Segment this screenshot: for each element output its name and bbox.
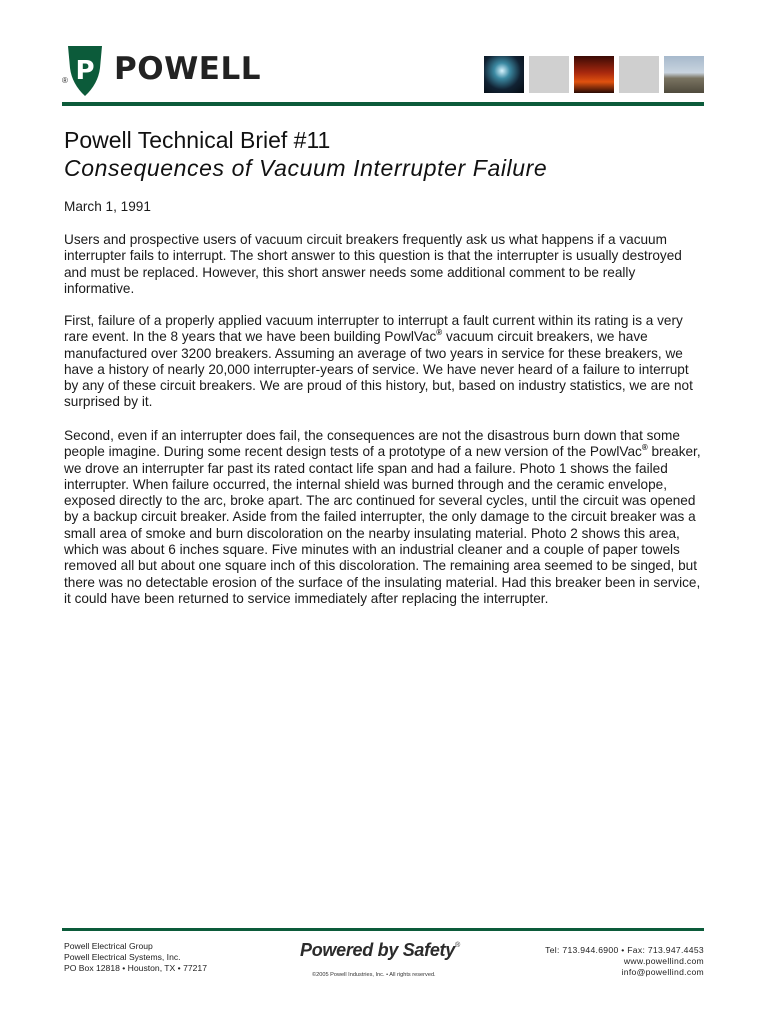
footer-email-link[interactable]: info@powellind.com	[621, 967, 704, 977]
document-date: March 1, 1991	[64, 199, 151, 214]
paragraph-3	[64, 428, 706, 607]
footer-rule	[62, 928, 704, 931]
powell-logo	[62, 46, 261, 98]
footer-contact	[545, 945, 704, 978]
paragraph-2-part-a: First, failure of a properly applied vacuum interrupter to interrupt a fault current within its rating is a very rare event. In the 8 years that we have been building PowlVac	[64, 313, 683, 345]
document-subtitle: Consequences of Vacuum Interrupter Failure	[64, 155, 548, 181]
header-rule	[62, 102, 704, 106]
powell-shield-icon	[66, 46, 104, 96]
blank-photo-1	[529, 56, 569, 93]
footer-address	[64, 941, 207, 974]
registered-mark: ®	[436, 328, 443, 338]
logo-letter: P	[75, 56, 95, 86]
registered-mark: ®	[641, 443, 648, 453]
logo-registered-mark: ®	[62, 76, 68, 85]
footer-tagline	[300, 940, 460, 961]
footer-company-name: Powell Electrical Systems, Inc.	[64, 952, 181, 962]
document-title: Powell Technical Brief #11	[64, 127, 331, 153]
footer-company-group: Powell Electrical Group	[64, 941, 153, 951]
paragraph-3-part-a: Second, even if an interrupter does fail, the consequences are not the disastrous burn down that some people imagine. During some recent design tests of a prototype of a new version of the PowlVac	[64, 428, 680, 460]
paragraph-2-part-b: vacuum circuit breakers, we have manufactured over 3200 breakers. Assuming an average of two years in service for these breakers, we have a history of nearly 20,000 interrupter-years of service. We have never heard of a failure to interrupt by any of these circuit breakers. We are proud of this history, but, based on industry statistics, we are not surprised by it.	[64, 329, 693, 410]
industrial-interior-photo	[484, 56, 524, 93]
paragraph-1: Users and prospective users of vacuum circuit breakers frequently ask us what happens if a vacuum interrupter fails to interrupt. The short answer to this question is that the interrupter is usually destroyed and must be replaced. However, this short answer needs some additional comment to be really informative.	[64, 232, 682, 296]
paragraph-3-part-b: breaker, we drove an interrupter far past its rated contact life span and had a failure. Photo 1 shows the failed interrupter. When failure occurred, the internal shield was burned through and the ceramic envelope, exposed directly to the arc, broke apart. The arc continued for several cycles, until the circuit was opened by a backup circuit breaker. Aside from the failed interrupter, the only damage to the circuit breaker was a small area of smoke and burn discoloration on the nearby insulating material. Photo 2 shows this area, which was about 6 inches square. Five minutes with an industrial cleaner and a couple of paper towels removed all but about one square inch of this discoloration. The remaining area seemed to be singed, but there was no detectable erosion of the surface of the insulating material. Had this breaker been in service, it could have been returned to service immediately after replacing the interrupter.	[64, 444, 701, 606]
footer-po-box: PO Box 12818 • Houston, TX • 77217	[64, 963, 207, 973]
blank-photo-2	[619, 56, 659, 93]
footer-copyright: ©2005 Powell Industries, Inc. • All rights reserved.	[312, 972, 436, 978]
footer-website-link[interactable]: www.powellind.com	[623, 956, 704, 966]
footer-phone-fax: Tel: 713.944.6900 • Fax: 713.947.4453	[545, 945, 704, 955]
tagline-text: Powered by Safety	[300, 940, 455, 960]
tagline-registered-mark: ®	[454, 942, 460, 949]
sky-landscape-photo	[664, 56, 704, 93]
logo-wordmark: POWELL	[114, 51, 261, 87]
paragraph-2	[64, 313, 706, 411]
fire-skyline-photo	[574, 56, 614, 93]
